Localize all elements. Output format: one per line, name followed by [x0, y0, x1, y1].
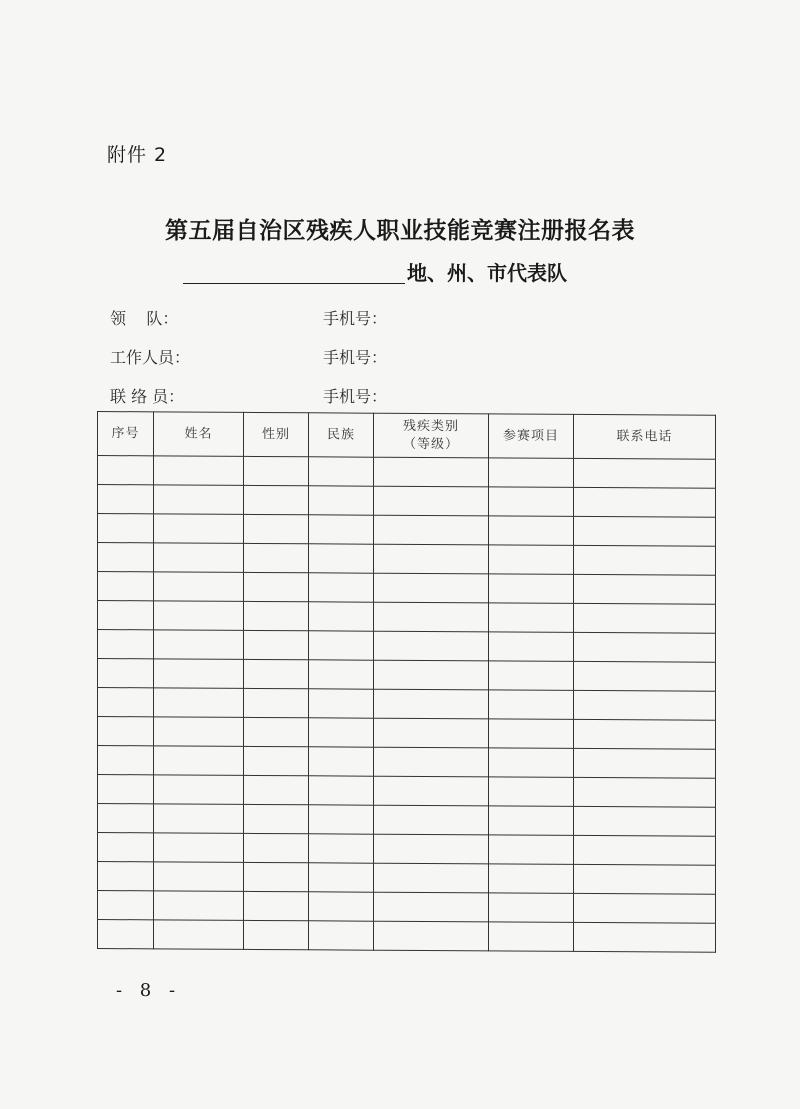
team-name-line [183, 257, 613, 287]
cell-gender[interactable] [244, 833, 309, 862]
cell-gender[interactable] [244, 543, 309, 572]
header-ethnicity: 民族 [309, 413, 374, 457]
table-row [98, 688, 716, 721]
cell-phone[interactable] [574, 719, 716, 749]
cell-gender[interactable] [244, 862, 309, 891]
cell-index[interactable] [98, 543, 154, 572]
cell-event[interactable] [489, 661, 574, 691]
cell-index[interactable] [98, 862, 154, 891]
cell-gender[interactable] [244, 775, 309, 804]
contact-row-leader [110, 306, 510, 330]
cell-event[interactable] [489, 748, 574, 778]
cell-disability-category[interactable] [374, 515, 489, 545]
cell-disability-category[interactable] [374, 689, 489, 719]
cell-disability-category[interactable] [374, 921, 489, 951]
cell-phone[interactable] [574, 777, 716, 807]
team-suffix-label: 地、州、市代表队 [407, 261, 567, 285]
table-row [98, 543, 716, 576]
cell-name[interactable] [154, 775, 244, 805]
cell-event[interactable] [489, 719, 574, 749]
cell-gender[interactable] [244, 891, 309, 920]
cell-gender[interactable] [244, 746, 309, 775]
cell-index[interactable] [98, 485, 154, 514]
cell-name[interactable] [154, 514, 244, 544]
staff-phone-label: 手机号： [323, 348, 388, 367]
cell-ethnicity[interactable] [309, 515, 374, 544]
cell-index[interactable] [98, 833, 154, 862]
cell-disability-category[interactable] [374, 602, 489, 632]
cell-disability-category[interactable] [374, 486, 489, 516]
header-disability-category-line1: 残疾类别 [402, 418, 459, 434]
table-row [98, 775, 716, 808]
cell-gender[interactable] [244, 630, 309, 659]
cell-name[interactable] [154, 746, 244, 776]
header-event: 参赛项目 [489, 414, 574, 459]
cell-name[interactable] [154, 601, 244, 631]
cell-name[interactable] [154, 659, 244, 689]
cell-disability-category[interactable] [374, 747, 489, 777]
cell-disability-category[interactable] [374, 718, 489, 748]
cell-gender[interactable] [244, 601, 309, 630]
table-header-row [98, 412, 716, 460]
cell-name[interactable] [154, 920, 244, 950]
cell-phone[interactable] [574, 487, 716, 517]
table-row [98, 601, 716, 634]
table-row [98, 659, 716, 692]
table-row [98, 572, 716, 605]
cell-disability-category[interactable] [374, 457, 489, 487]
cell-name[interactable] [154, 862, 244, 892]
cell-ethnicity[interactable] [309, 457, 374, 486]
cell-gender[interactable] [244, 804, 309, 833]
attachment-label: 附件 2 [107, 144, 168, 166]
table-row [98, 630, 716, 663]
table-row [98, 514, 716, 547]
header-disability-category [374, 413, 489, 458]
cell-phone[interactable] [574, 458, 716, 488]
cell-event[interactable] [489, 893, 574, 923]
cell-phone[interactable] [574, 603, 716, 633]
cell-name[interactable] [154, 630, 244, 660]
cell-name[interactable] [154, 804, 244, 834]
header-phone: 联系电话 [574, 414, 716, 459]
team-name-blank[interactable] [183, 283, 405, 284]
liaison-label: 联 络 员： [110, 387, 185, 406]
cell-name[interactable] [154, 543, 244, 573]
cell-ethnicity[interactable] [309, 834, 374, 863]
contact-row-liaison [110, 384, 510, 408]
cell-index[interactable] [98, 456, 154, 485]
cell-phone[interactable] [574, 574, 716, 604]
cell-phone[interactable] [574, 632, 716, 662]
contact-row-staff [110, 345, 510, 369]
cell-ethnicity[interactable] [309, 921, 374, 950]
table-row [98, 833, 716, 866]
cell-phone[interactable] [574, 806, 716, 836]
cell-phone[interactable] [574, 690, 716, 720]
cell-phone[interactable] [574, 922, 716, 952]
cell-index[interactable] [98, 514, 154, 543]
cell-ethnicity[interactable] [309, 776, 374, 805]
cell-disability-category[interactable] [374, 834, 489, 864]
cell-ethnicity[interactable] [309, 631, 374, 660]
cell-disability-category[interactable] [374, 544, 489, 574]
table-body [98, 456, 716, 953]
cell-ethnicity[interactable] [309, 573, 374, 602]
cell-disability-category[interactable] [374, 776, 489, 806]
cell-disability-category[interactable] [374, 660, 489, 690]
cell-index[interactable] [98, 659, 154, 688]
cell-event[interactable] [489, 516, 574, 546]
cell-ethnicity[interactable] [309, 486, 374, 515]
cell-index[interactable] [98, 601, 154, 630]
table-row [98, 717, 716, 750]
cell-ethnicity[interactable] [309, 602, 374, 631]
table-row [98, 456, 716, 489]
cell-gender[interactable] [244, 717, 309, 746]
cell-phone[interactable] [574, 864, 716, 894]
cell-event[interactable] [489, 777, 574, 807]
cell-event[interactable] [489, 545, 574, 575]
cell-name[interactable] [154, 891, 244, 921]
header-gender: 性别 [244, 412, 309, 456]
cell-phone[interactable] [574, 661, 716, 691]
header-index: 序号 [98, 412, 154, 456]
cell-event[interactable] [489, 632, 574, 662]
cell-disability-category[interactable] [374, 805, 489, 835]
cell-ethnicity[interactable] [309, 660, 374, 689]
cell-index[interactable] [98, 804, 154, 833]
cell-name[interactable] [154, 688, 244, 718]
leader-label: 领 队： [110, 309, 179, 328]
cell-index[interactable] [98, 717, 154, 746]
cell-disability-category[interactable] [374, 573, 489, 603]
header-name: 姓名 [154, 412, 244, 457]
table-row [98, 862, 716, 895]
cell-event[interactable] [489, 835, 574, 865]
cell-index[interactable] [98, 891, 154, 920]
staff-label: 工作人员： [110, 348, 191, 367]
cell-name[interactable] [154, 485, 244, 515]
registration-table [97, 411, 716, 953]
cell-event[interactable] [489, 864, 574, 894]
cell-ethnicity[interactable] [309, 863, 374, 892]
cell-gender[interactable] [244, 514, 309, 543]
cell-index[interactable] [98, 688, 154, 717]
cell-name[interactable] [154, 456, 244, 486]
leader-phone-label: 手机号： [323, 309, 388, 328]
cell-ethnicity[interactable] [309, 689, 374, 718]
cell-phone[interactable] [574, 835, 716, 865]
cell-disability-category[interactable] [374, 631, 489, 661]
cell-event[interactable] [489, 458, 574, 488]
liaison-phone-label: 手机号： [323, 387, 388, 406]
cell-phone[interactable] [574, 516, 716, 546]
cell-ethnicity[interactable] [309, 805, 374, 834]
table-row [98, 920, 716, 953]
cell-disability-category[interactable] [374, 863, 489, 893]
cell-gender[interactable] [244, 920, 309, 949]
cell-gender[interactable] [244, 572, 309, 601]
cell-gender[interactable] [244, 485, 309, 514]
cell-phone[interactable] [574, 748, 716, 778]
table-row [98, 891, 716, 924]
cell-name[interactable] [154, 833, 244, 863]
cell-index[interactable] [98, 630, 154, 659]
cell-index[interactable] [98, 775, 154, 804]
cell-index[interactable] [98, 920, 154, 949]
cell-event[interactable] [489, 487, 574, 517]
form-title: 第五届自治区残疾人职业技能竞赛注册报名表 [165, 218, 635, 244]
table-row [98, 804, 716, 837]
table-row [98, 485, 716, 518]
cell-event[interactable] [489, 574, 574, 604]
cell-index[interactable] [98, 746, 154, 775]
cell-phone[interactable] [574, 545, 716, 575]
cell-event[interactable] [489, 603, 574, 633]
page-number: - 8 - [116, 980, 182, 1001]
cell-gender[interactable] [244, 688, 309, 717]
cell-event[interactable] [489, 922, 574, 952]
cell-ethnicity[interactable] [309, 892, 374, 921]
cell-phone[interactable] [574, 893, 716, 923]
cell-ethnicity[interactable] [309, 718, 374, 747]
cell-index[interactable] [98, 572, 154, 601]
table-row [98, 746, 716, 779]
cell-gender[interactable] [244, 659, 309, 688]
cell-disability-category[interactable] [374, 892, 489, 922]
cell-gender[interactable] [244, 456, 309, 485]
cell-name[interactable] [154, 572, 244, 602]
cell-event[interactable] [489, 806, 574, 836]
cell-ethnicity[interactable] [309, 544, 374, 573]
cell-event[interactable] [489, 690, 574, 720]
cell-ethnicity[interactable] [309, 747, 374, 776]
cell-name[interactable] [154, 717, 244, 747]
header-disability-category-line2: （等级） [402, 436, 459, 452]
